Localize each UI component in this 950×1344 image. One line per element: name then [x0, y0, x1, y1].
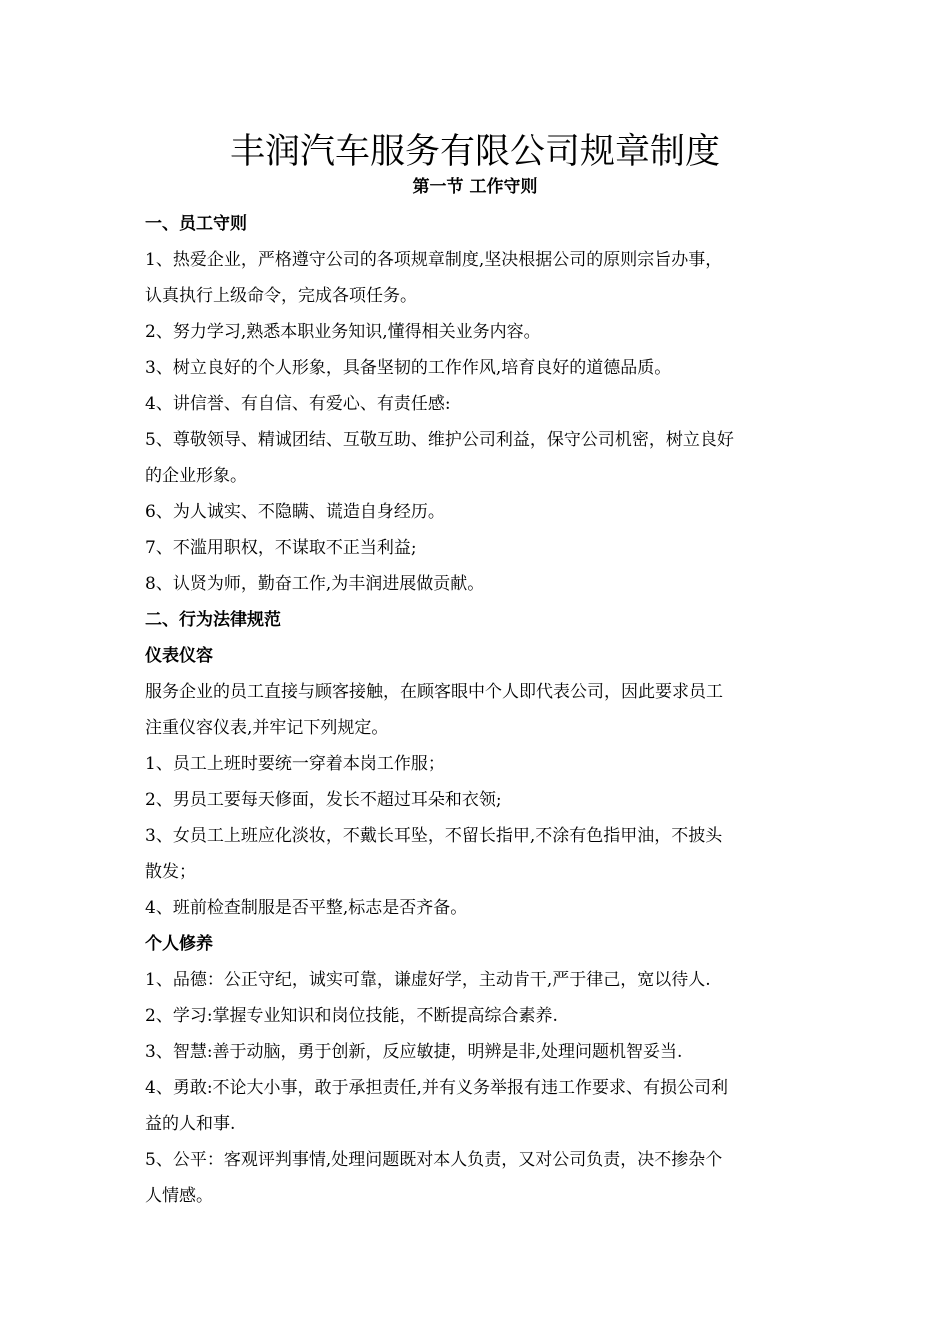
paragraph-line: 5、公平：客观评判事情,处理问题既对本人负责，又对公司负责，决不掺杂个: [145, 1150, 723, 1170]
paragraph-line: 的企业形象。: [145, 466, 247, 486]
paragraph-line: 散发；: [145, 862, 196, 882]
document-body: [145, 206, 810, 1214]
paragraph-line: 益的人和事.: [145, 1114, 236, 1134]
paragraph-line: 4、勇敢:不论大小事，敢于承担责任,并有义务举报有违工作要求、有损公司利: [145, 1078, 728, 1098]
paragraph-line: 1、员工上班时要统一穿着本岗工作服；: [145, 754, 445, 774]
paragraph-line: 1、热爱企业，严格遵守公司的各项规章制度,坚决根据公司的原则宗旨办事，: [145, 250, 723, 270]
paragraph-line: 8、认贤为师，勤奋工作,为丰润进展做贡献。: [145, 574, 485, 594]
section-heading: 个人修养: [145, 934, 213, 954]
paragraph-line: 注重仪容仪表,并牢记下列规定。: [145, 718, 389, 738]
paragraph-line: 3、女员工上班应化淡妆，不戴长耳坠，不留长指甲,不涂有色指甲油，不披头: [145, 826, 723, 846]
document-title: 丰润汽车服务有限公司规章制度: [229, 132, 720, 172]
paragraph-line: 1、品德：公正守纪，诚实可靠，谦虚好学，主动肯干,严于律己，宽以待人.: [145, 970, 711, 990]
paragraph-line: 服务企业的员工直接与顾客接触，在顾客眼中个人即代表公司，因此要求员工: [145, 682, 723, 702]
paragraph-line: 2、学习:掌握专业知识和岗位技能，不断提高综合素养.: [145, 1006, 558, 1026]
paragraph-line: 5、尊敬领导、精诚团结、互敬互助、维护公司利益，保守公司机密，树立良好: [145, 430, 734, 450]
paragraph-line: 4、班前检查制服是否平整,标志是否齐备。: [145, 898, 468, 918]
paragraph-line: 2、男员工要每天修面，发长不超过耳朵和衣领;: [145, 790, 502, 810]
paragraph-line: 3、智慧:善于动脑，勇于创新，反应敏捷，明辨是非,处理问题机智妥当.: [145, 1042, 683, 1062]
paragraph-line: 3、树立良好的个人形象，具备坚韧的工作作风,培育良好的道德品质。: [145, 358, 672, 378]
paragraph-line: 4、讲信誉、有自信、有爱心、有责任感:: [145, 394, 451, 414]
paragraph-line: 认真执行上级命令，完成各项任务。: [145, 286, 417, 306]
section-heading: 一、员工守则: [145, 214, 247, 234]
paragraph-line: 6、为人诚实、不隐瞒、谎造自身经历。: [145, 502, 445, 522]
section-title: 第一节 工作守则: [412, 177, 538, 197]
paragraph-line: 2、努力学习,熟悉本职业务知识,懂得相关业务内容。: [145, 322, 541, 342]
section-heading: 仪表仪容: [145, 646, 213, 666]
section-heading: 二、行为法律规范: [145, 610, 281, 630]
paragraph-line: 人情感。: [145, 1186, 213, 1206]
paragraph-line: 7、不滥用职权，不谋取不正当利益;: [145, 538, 417, 558]
